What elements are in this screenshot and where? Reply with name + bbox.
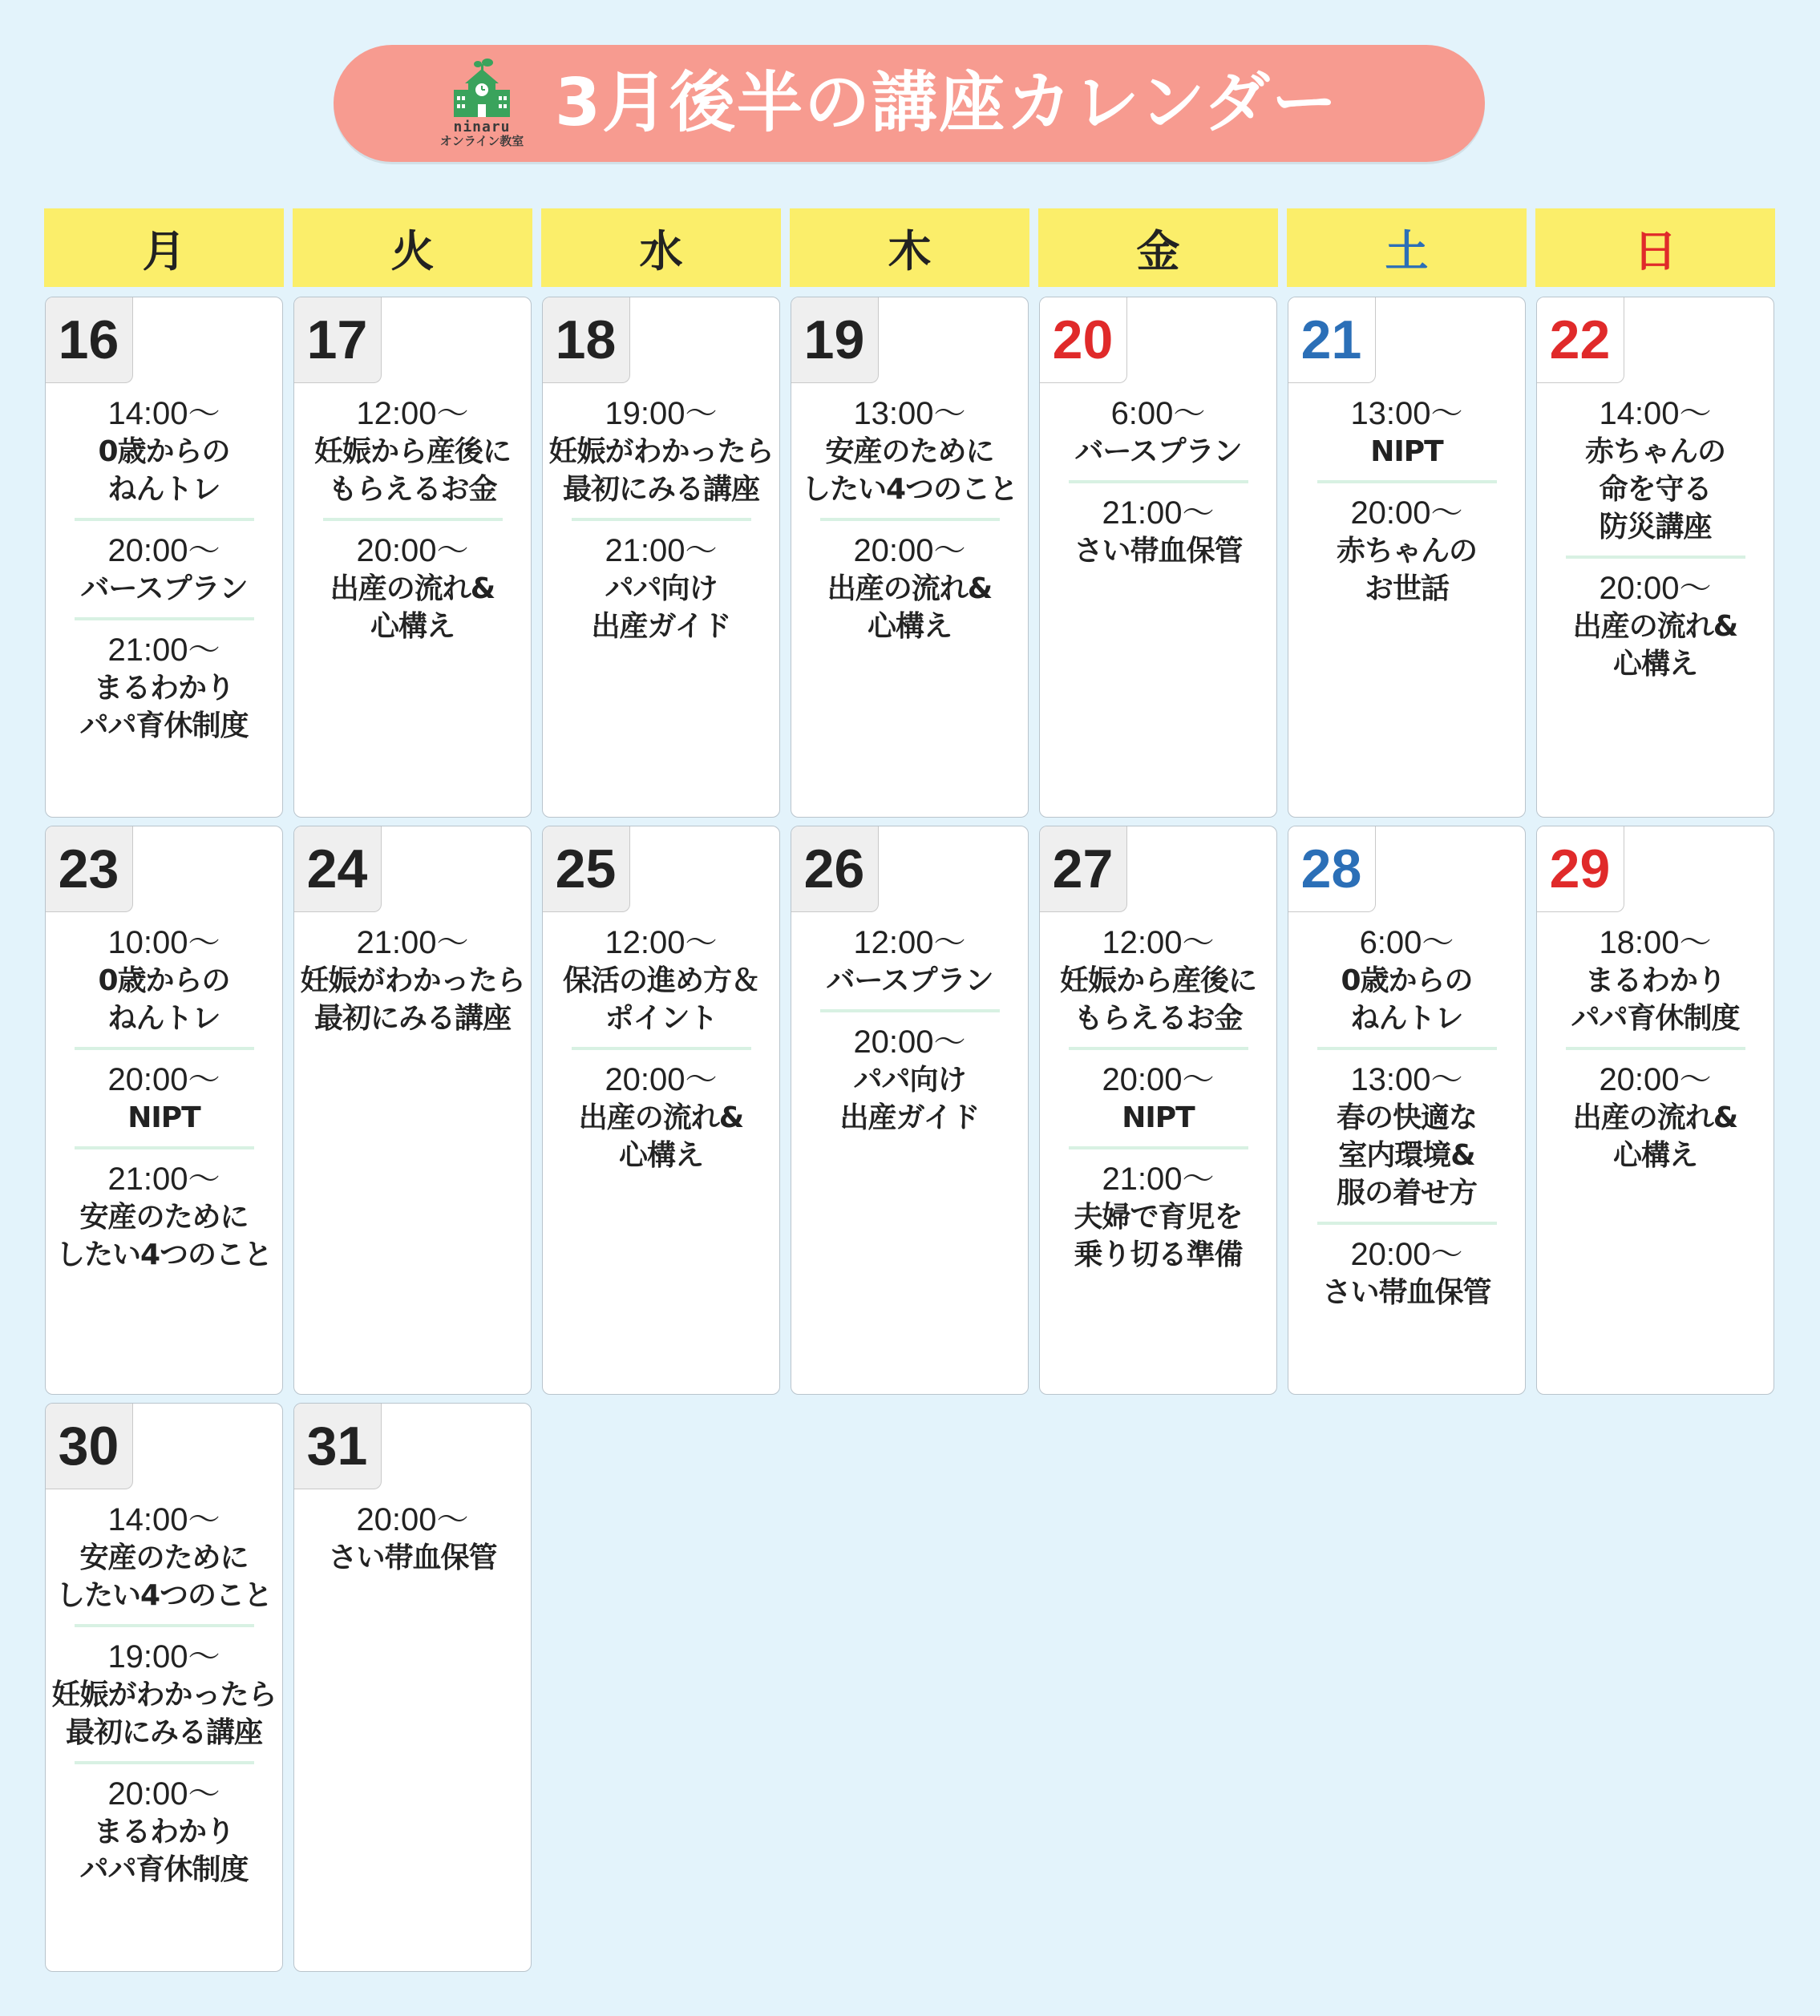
event-title-line: 妊娠がわかったら [300, 964, 525, 997]
lecture-event [1288, 1236, 1525, 1311]
logo-word: ninaru [453, 119, 511, 135]
event-title-line: 出産の流れ& [578, 1101, 744, 1134]
event-time: 12:00〜 [853, 925, 966, 960]
event-title-line: さい帯血保管 [1322, 1276, 1491, 1309]
event-title-line: 0歳からの [98, 435, 230, 468]
event-time: 13:00〜 [1350, 1062, 1463, 1097]
day-cell [542, 297, 780, 818]
lecture-event [1040, 495, 1276, 570]
weekday-header-3: 木 [790, 208, 1029, 287]
date-number: 21 [1288, 297, 1376, 383]
lecture-event [1537, 924, 1773, 1037]
event-time: 14:00〜 [107, 1502, 220, 1537]
event-list [1040, 924, 1276, 1274]
event-list [543, 395, 779, 645]
event-time: 10:00〜 [107, 925, 220, 960]
event-title-line: 心構え [1612, 648, 1697, 681]
event-title-line: バースプラン [826, 964, 993, 997]
weekday-header-4: 金 [1038, 208, 1278, 287]
event-title-line: 最初にみる講座 [313, 1002, 511, 1035]
day-cell [1536, 826, 1774, 1395]
lecture-event [1537, 1061, 1773, 1174]
lecture-event [46, 532, 282, 608]
event-list [1537, 924, 1773, 1174]
lecture-event [46, 1638, 282, 1751]
event-title-line: したい4つのこと [801, 473, 1018, 506]
event-time: 12:00〜 [1102, 925, 1215, 960]
event-divider [75, 1761, 254, 1764]
event-time: 21:00〜 [107, 1162, 220, 1197]
event-divider [1566, 556, 1745, 559]
date-number: 18 [542, 297, 630, 383]
lecture-event [1040, 1161, 1276, 1274]
day-cell [293, 1403, 532, 1972]
day-cell [45, 826, 283, 1395]
event-title-line: パパ育休制度 [79, 709, 249, 742]
event-time: 21:00〜 [605, 533, 718, 568]
event-divider [1566, 1047, 1745, 1050]
lecture-event [543, 924, 779, 1037]
event-time: 20:00〜 [1102, 1062, 1215, 1097]
event-title-line: パパ向け [853, 1064, 966, 1097]
event-list [1288, 924, 1525, 1311]
event-title-line: パパ育休制度 [79, 1853, 249, 1886]
event-list [46, 924, 282, 1274]
lecture-event [294, 1501, 531, 1577]
event-title-line: 赤ちゃんの [1336, 535, 1477, 568]
event-time: 20:00〜 [107, 533, 220, 568]
event-time: 19:00〜 [107, 1639, 220, 1675]
event-time: 21:00〜 [107, 632, 220, 668]
event-time: 21:00〜 [1102, 1162, 1215, 1197]
lecture-event [1040, 924, 1276, 1037]
event-divider [75, 518, 254, 521]
event-divider [75, 617, 254, 620]
event-time: 13:00〜 [1350, 396, 1463, 431]
event-list [1537, 395, 1773, 683]
event-title-line: 出産の流れ& [330, 572, 495, 605]
event-title-line: パパ育休制度 [1571, 1002, 1740, 1035]
lecture-event [791, 924, 1028, 1000]
event-title-line: 安産のために [79, 1201, 249, 1234]
event-time: 20:00〜 [605, 1062, 718, 1097]
event-time: 20:00〜 [107, 1776, 220, 1812]
event-list [46, 395, 282, 745]
event-title-line: したい4つのこと [55, 1579, 273, 1612]
event-time: 20:00〜 [356, 1502, 469, 1537]
date-number: 31 [293, 1403, 382, 1489]
event-title-line: 出産の流れ& [827, 572, 993, 605]
event-list [294, 395, 531, 645]
event-time: 20:00〜 [853, 1024, 966, 1060]
lecture-event [543, 395, 779, 508]
title-banner [334, 45, 1485, 162]
date-number: 27 [1039, 826, 1127, 912]
event-title-line: 室内環境& [1338, 1139, 1475, 1172]
lecture-event [46, 1501, 282, 1614]
event-title-line: まるわかり [93, 672, 234, 705]
event-title-line: さい帯血保管 [1074, 535, 1243, 568]
lecture-event [1537, 570, 1773, 683]
event-divider [820, 1009, 1000, 1012]
event-title-line: 出産ガイド [839, 1101, 980, 1134]
date-number: 17 [293, 297, 382, 383]
event-title-line: 心構え [618, 1139, 703, 1172]
event-title-line: 乗り切る準備 [1074, 1238, 1243, 1271]
event-title-line: 防災講座 [1599, 511, 1712, 543]
lecture-event [791, 1024, 1028, 1137]
ninaru-logo [433, 55, 531, 154]
event-title-line: まるわかり [93, 1816, 234, 1848]
lecture-event [294, 532, 531, 645]
event-title-line: 0歳からの [98, 964, 230, 997]
event-divider [1317, 480, 1497, 483]
date-number: 26 [791, 826, 879, 912]
event-time: 20:00〜 [1350, 495, 1463, 531]
event-title-line: お世話 [1364, 572, 1449, 605]
day-cell [1039, 826, 1277, 1395]
day-cell [45, 297, 283, 818]
event-time: 20:00〜 [1350, 1237, 1463, 1272]
weekday-header-6: 日 [1535, 208, 1775, 287]
event-title-line: したい4つのこと [55, 1238, 273, 1271]
school-house-icon [449, 55, 515, 119]
day-cell [1039, 297, 1277, 818]
event-title-line: NIPT [1370, 435, 1443, 468]
event-time: 19:00〜 [605, 396, 718, 431]
event-divider [1317, 1222, 1497, 1225]
day-cell [791, 297, 1029, 818]
event-divider [1317, 1047, 1497, 1050]
lecture-event [1288, 395, 1525, 471]
event-time: 12:00〜 [605, 925, 718, 960]
event-time: 6:00〜 [1359, 925, 1454, 960]
event-title-line: NIPT [127, 1101, 200, 1134]
weekday-header-0: 月 [44, 208, 284, 287]
event-title-line: 保活の進め方＆ [562, 964, 759, 997]
date-number: 23 [45, 826, 133, 912]
event-list [543, 924, 779, 1174]
lecture-event [1288, 1061, 1525, 1212]
event-time: 18:00〜 [1599, 925, 1712, 960]
event-list [46, 1501, 282, 1889]
lecture-event [791, 532, 1028, 645]
event-time: 12:00〜 [356, 396, 469, 431]
event-list [294, 924, 531, 1037]
event-title-line: ねんトレ [107, 1002, 220, 1035]
event-title-line: ねんトレ [107, 473, 220, 506]
event-title-line: 夫婦で育児を [1074, 1201, 1243, 1234]
date-number: 20 [1039, 297, 1127, 383]
weekday-header-2: 水 [541, 208, 781, 287]
event-list [791, 395, 1028, 645]
event-list [791, 924, 1028, 1137]
event-time: 20:00〜 [107, 1062, 220, 1097]
lecture-event [46, 1161, 282, 1274]
lecture-event [294, 924, 531, 1037]
date-number: 22 [1536, 297, 1624, 383]
event-divider [1069, 1146, 1248, 1149]
lecture-event [46, 1776, 282, 1889]
event-time: 20:00〜 [1599, 571, 1712, 606]
event-title-line: 赤ちゃんの [1584, 435, 1725, 468]
lecture-event [46, 632, 282, 745]
event-title-line: 出産ガイド [591, 610, 731, 643]
lecture-event [1040, 395, 1276, 471]
event-title-line: 命を守る [1599, 473, 1712, 506]
event-title-line: 妊娠がわかったら [51, 1679, 277, 1711]
event-title-line: パパ向け [605, 572, 718, 605]
event-title-line: ポイント [605, 1002, 718, 1035]
event-title-line: バースプラン [1074, 435, 1242, 468]
event-divider [1069, 480, 1248, 483]
lecture-event [46, 1061, 282, 1137]
day-cell [1536, 297, 1774, 818]
event-divider [572, 1047, 751, 1050]
event-title-line: 春の快適な [1336, 1101, 1477, 1134]
event-title-line: 心構え [867, 610, 952, 643]
lecture-event [1537, 395, 1773, 546]
event-title-line: 心構え [1612, 1139, 1697, 1172]
event-divider [75, 1624, 254, 1627]
date-number: 29 [1536, 826, 1624, 912]
event-title-line: 最初にみる講座 [65, 1716, 262, 1749]
event-divider [1069, 1047, 1248, 1050]
weekday-header-1: 火 [293, 208, 532, 287]
lecture-event [791, 395, 1028, 508]
event-title-line: ねんトレ [1350, 1002, 1463, 1035]
event-time: 20:00〜 [356, 533, 469, 568]
event-title-line: 出産の流れ& [1572, 610, 1738, 643]
event-title-line: もらえるお金 [328, 473, 497, 506]
event-title-line: 最初にみる講座 [562, 473, 759, 506]
date-number: 24 [293, 826, 382, 912]
lecture-event [1288, 495, 1525, 608]
event-title-line: 0歳からの [1341, 964, 1473, 997]
logo-subtitle: オンライン教室 [439, 134, 524, 148]
lecture-event [1288, 924, 1525, 1037]
date-number: 28 [1288, 826, 1376, 912]
event-divider [820, 518, 1000, 521]
day-cell [45, 1403, 283, 1972]
date-number: 25 [542, 826, 630, 912]
day-cell [542, 826, 780, 1395]
event-title-line: バースプラン [80, 572, 248, 605]
lecture-event [543, 1061, 779, 1174]
date-number: 30 [45, 1403, 133, 1489]
day-cell [1288, 297, 1526, 818]
event-list [1288, 395, 1525, 608]
weekday-header-5: 土 [1287, 208, 1527, 287]
lecture-event [46, 924, 282, 1037]
event-title-line: 安産のために [79, 1541, 249, 1574]
event-title-line: 心構え [370, 610, 455, 643]
event-time: 6:00〜 [1110, 396, 1206, 431]
event-title-line: NIPT [1122, 1101, 1195, 1134]
event-time: 13:00〜 [853, 396, 966, 431]
event-title-line: もらえるお金 [1074, 1002, 1243, 1035]
event-title-line: まるわかり [1584, 964, 1725, 997]
event-title-line: 安産のために [825, 435, 994, 468]
day-cell [293, 297, 532, 818]
event-time: 14:00〜 [107, 396, 220, 431]
lecture-event [543, 532, 779, 645]
event-divider [75, 1047, 254, 1050]
date-number: 16 [45, 297, 133, 383]
day-cell [791, 826, 1029, 1395]
event-divider [75, 1146, 254, 1149]
event-title-line: 妊娠から産後に [313, 435, 511, 468]
event-time: 21:00〜 [1102, 495, 1215, 531]
day-cell [293, 826, 532, 1395]
event-time: 20:00〜 [1599, 1062, 1712, 1097]
date-number: 19 [791, 297, 879, 383]
event-time: 14:00〜 [1599, 396, 1712, 431]
lecture-event [46, 395, 282, 508]
event-divider [323, 518, 503, 521]
event-title-line: 服の着せ方 [1336, 1177, 1477, 1210]
event-list [294, 1501, 531, 1577]
event-title-line: 妊娠から産後に [1059, 964, 1256, 997]
day-cell [1288, 826, 1526, 1395]
event-title-line: 出産の流れ& [1572, 1101, 1738, 1134]
lecture-event [1040, 1061, 1276, 1137]
lecture-event [294, 395, 531, 508]
event-title-line: 妊娠がわかったら [548, 435, 774, 468]
page-title: 3月後半の講座カレンダー [555, 65, 1339, 141]
event-time: 20:00〜 [853, 533, 966, 568]
event-time: 21:00〜 [356, 925, 469, 960]
event-title-line: さい帯血保管 [328, 1541, 497, 1574]
event-list [1040, 395, 1276, 570]
event-divider [572, 518, 751, 521]
